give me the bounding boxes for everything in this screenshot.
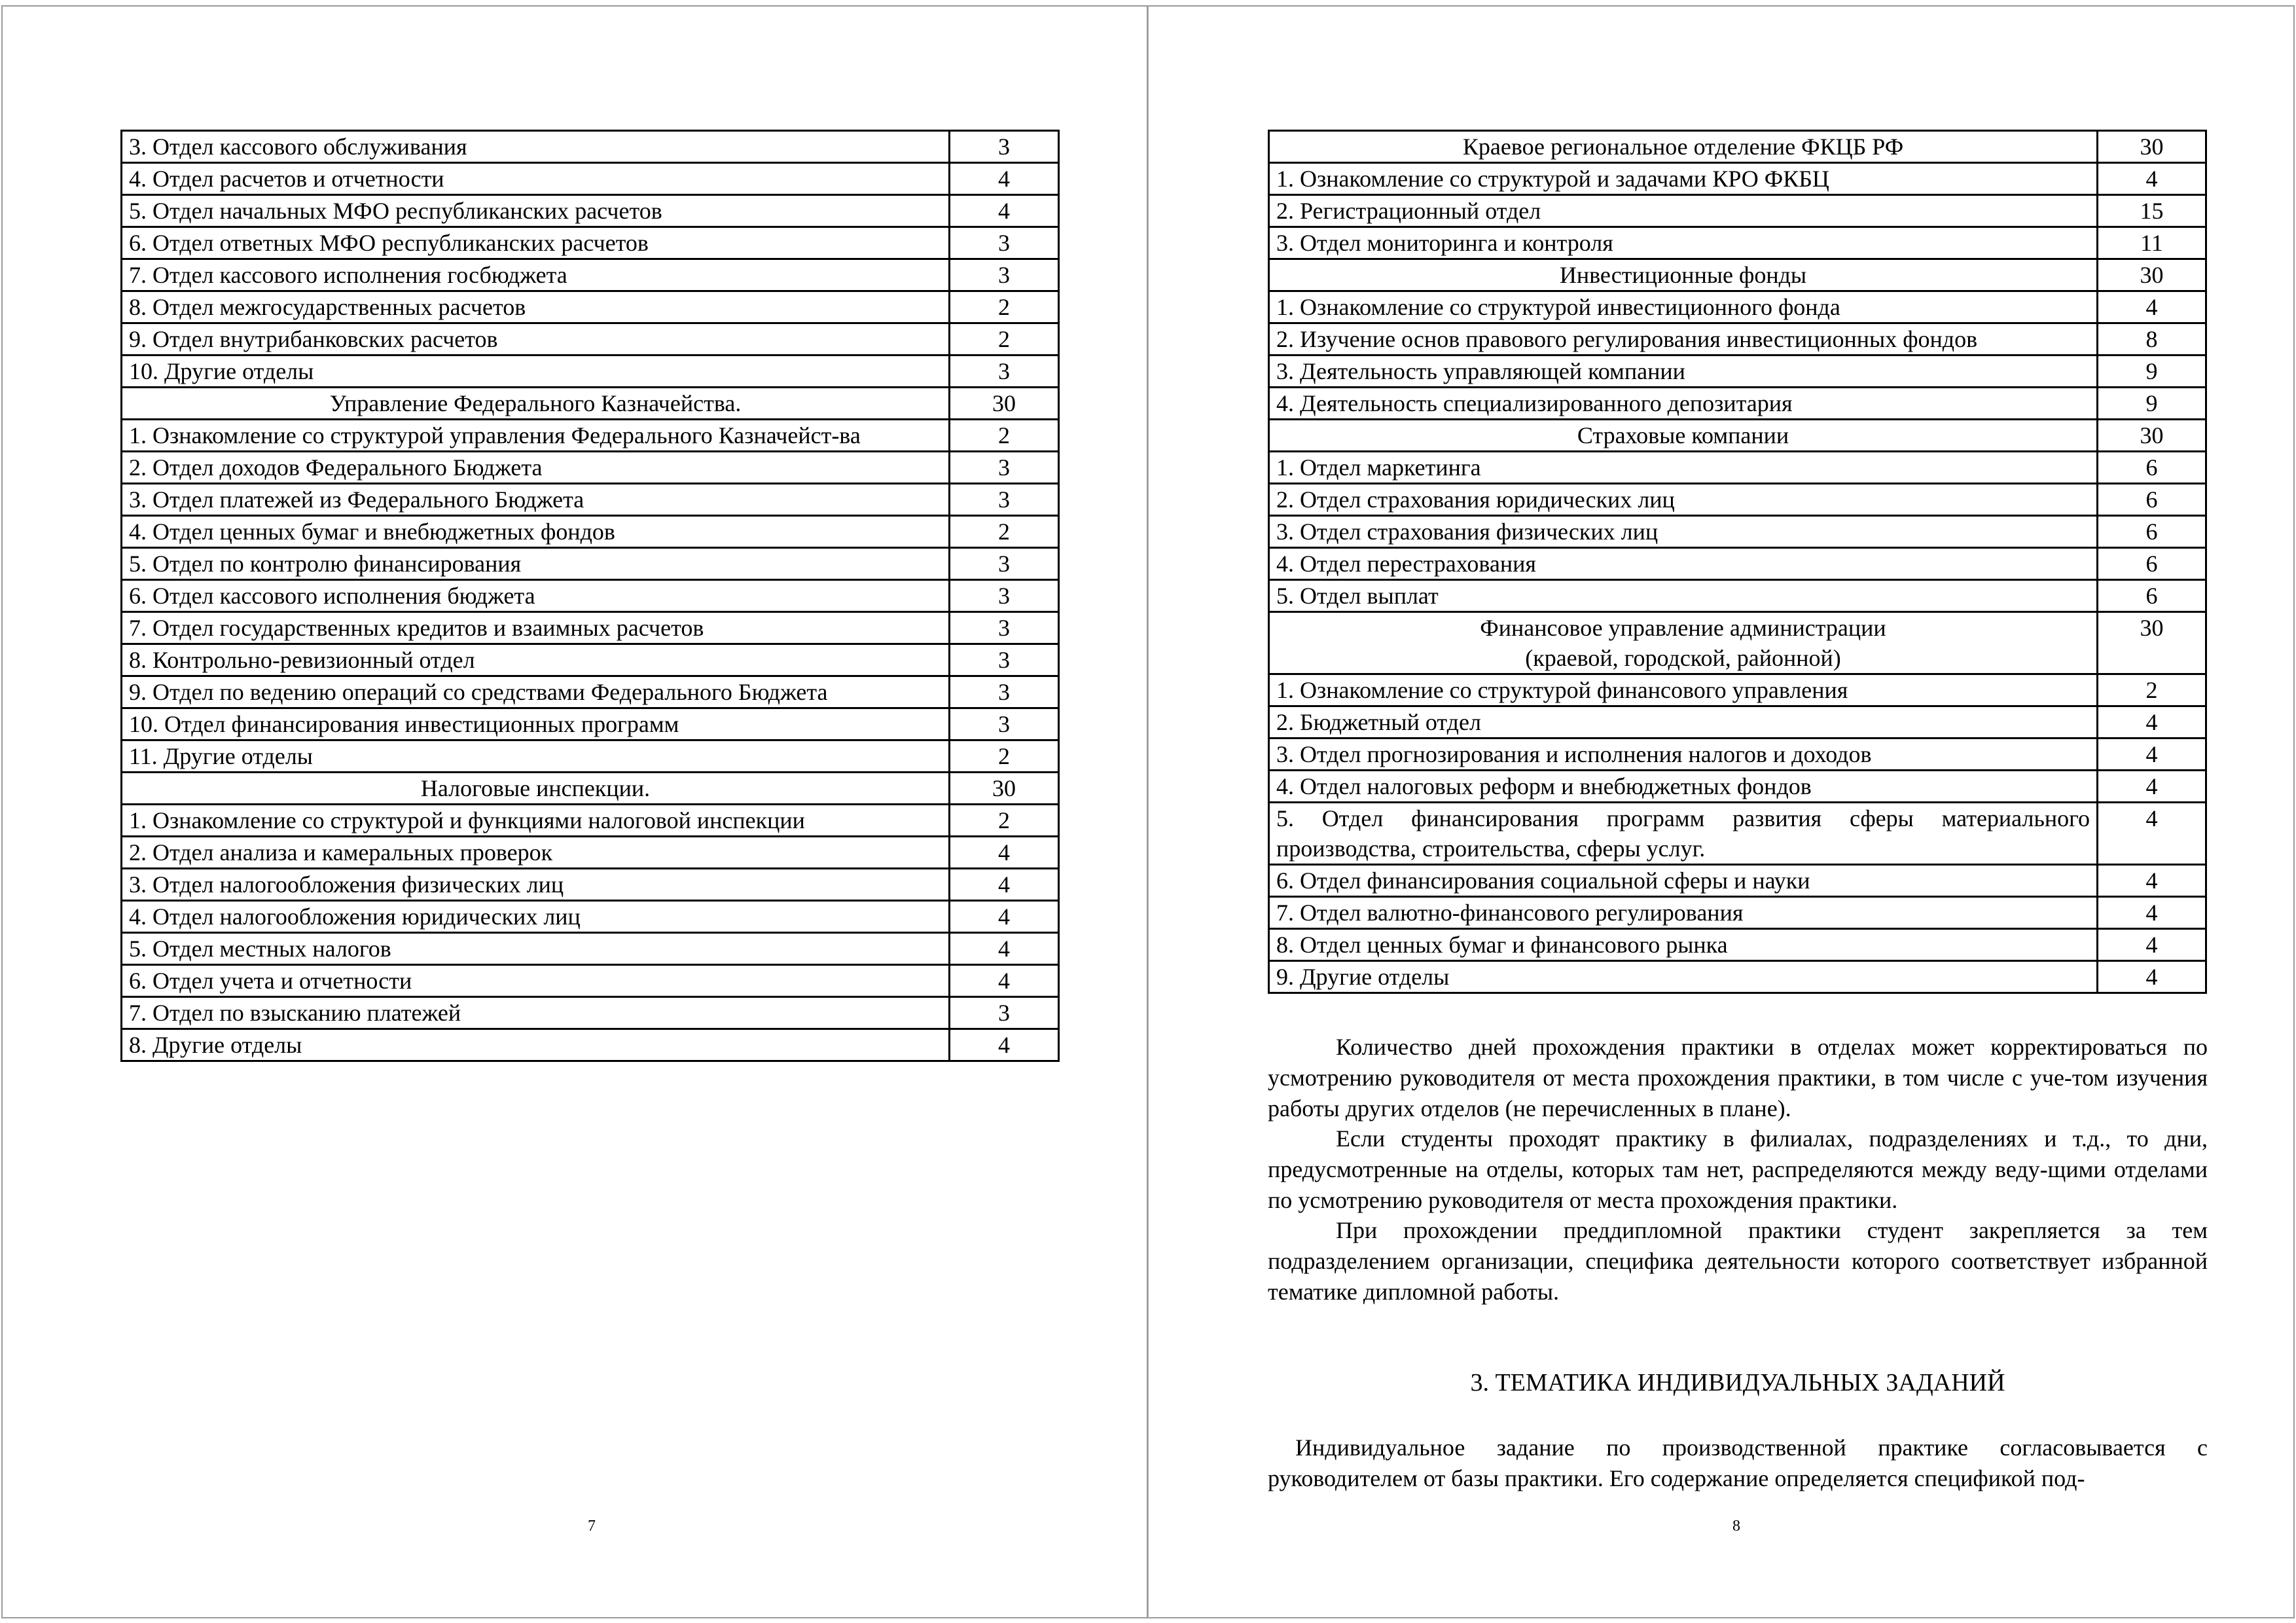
department-name-cell: Инвестиционные фонды bbox=[1269, 259, 2098, 291]
department-name-cell: 2. Отдел анализа и камеральных проверок bbox=[122, 837, 950, 869]
table-row bbox=[122, 452, 1059, 484]
department-name-line: Финансовое управление администрации bbox=[1480, 615, 1886, 641]
table-row bbox=[122, 740, 1059, 773]
days-cell: 4 bbox=[950, 869, 1059, 901]
table-row bbox=[122, 901, 1059, 933]
days-cell: 11 bbox=[2098, 227, 2206, 259]
department-name-cell: 2. Отдел доходов Федерального Бюджета bbox=[122, 452, 950, 484]
days-cell: 2 bbox=[950, 740, 1059, 773]
days-cell: 3 bbox=[950, 644, 1059, 676]
days-cell: 3 bbox=[950, 131, 1059, 163]
days-cell: 30 bbox=[950, 388, 1059, 420]
department-name-cell: 3. Отдел налогообложения физических лиц bbox=[122, 869, 950, 901]
department-name-cell: 9. Другие отделы bbox=[1269, 961, 2098, 993]
days-cell: 4 bbox=[2098, 803, 2206, 865]
department-name-cell: 5. Отдел местных налогов bbox=[122, 933, 950, 965]
table-row bbox=[1269, 771, 2206, 803]
department-name-cell: 8. Контрольно-ревизионный отдел bbox=[122, 644, 950, 676]
days-cell: 2 bbox=[950, 516, 1059, 548]
table-row bbox=[122, 965, 1059, 997]
days-cell: 3 bbox=[950, 612, 1059, 644]
table-row bbox=[1269, 163, 2206, 195]
section-title-individual-tasks: 3. ТЕМАТИКА ИНДИВИДУАЛЬНЫХ ЗАДАНИЙ bbox=[1470, 1369, 2005, 1396]
days-cell: 4 bbox=[2098, 291, 2206, 323]
department-name-cell: 4. Отдел расчетов и отчетности bbox=[122, 163, 950, 195]
days-cell: 4 bbox=[950, 1029, 1059, 1061]
department-name-cell: 6. Отдел кассового исполнения бюджета bbox=[122, 580, 950, 612]
days-cell: 4 bbox=[950, 837, 1059, 869]
days-cell: 2 bbox=[950, 323, 1059, 356]
table-row bbox=[1269, 706, 2206, 739]
department-name-cell: 1. Отдел маркетинга bbox=[1269, 452, 2098, 484]
table-row bbox=[122, 837, 1059, 869]
department-name-cell: 2. Отдел страхования юридических лиц bbox=[1269, 484, 2098, 516]
table-row bbox=[122, 997, 1059, 1029]
department-name-cell: 4. Деятельность специализированного депозитария bbox=[1269, 388, 2098, 420]
department-name-cell: 3. Отдел кассового обслуживания bbox=[122, 131, 950, 163]
table-row bbox=[1269, 548, 2206, 580]
table-row bbox=[1269, 897, 2206, 929]
table-row bbox=[122, 1029, 1059, 1061]
page-number-left: 7 bbox=[588, 1518, 596, 1535]
days-cell: 3 bbox=[950, 997, 1059, 1029]
table-row bbox=[122, 869, 1059, 901]
department-name-cell: Управление Федерального Казначейства. bbox=[122, 388, 950, 420]
days-cell: 3 bbox=[950, 484, 1059, 516]
paragraph-individual-task: Индивидуальное задание по производственной практике согласовывается с руководителем от базы практики. Его содержание определяется спецификой под- bbox=[1268, 1434, 2208, 1491]
table-row bbox=[122, 548, 1059, 580]
table-row bbox=[122, 612, 1059, 644]
department-name-cell: 1. Ознакомление со структурой и задачами КРО ФКБЦ bbox=[1269, 163, 2098, 195]
department-name-cell: 5. Отдел по контролю финансирования bbox=[122, 548, 950, 580]
department-name-cell: 2. Регистрационный отдел bbox=[1269, 195, 2098, 227]
department-name-cell: Краевое региональное отделение ФКЦБ РФ bbox=[1269, 131, 2098, 163]
table-row bbox=[1269, 291, 2206, 323]
department-name-cell: 2. Бюджетный отдел bbox=[1269, 706, 2098, 739]
department-name-cell: 6. Отдел финансирования социальной сферы и науки bbox=[1269, 865, 2098, 897]
days-cell: 4 bbox=[950, 901, 1059, 933]
days-cell: 30 bbox=[950, 773, 1059, 805]
days-cell: 9 bbox=[2098, 356, 2206, 388]
days-cell: 3 bbox=[950, 452, 1059, 484]
table-section-row bbox=[1269, 259, 2206, 291]
department-name-cell: 3. Деятельность управляющей компании bbox=[1269, 356, 2098, 388]
days-cell: 3 bbox=[950, 708, 1059, 740]
department-name-cell: 3. Отдел прогнозирования и исполнения налогов и доходов bbox=[1269, 739, 2098, 771]
days-cell: 6 bbox=[2098, 484, 2206, 516]
department-name-cell: 9. Отдел внутрибанковских расчетов bbox=[122, 323, 950, 356]
days-cell: 3 bbox=[950, 259, 1059, 291]
department-name-cell: 8. Отдел межгосударственных расчетов bbox=[122, 291, 950, 323]
department-name-cell: 5. Отдел начальных МФО республиканских расчетов bbox=[122, 195, 950, 227]
department-name-cell: 4. Отдел налогообложения юридических лиц bbox=[122, 901, 950, 933]
days-cell: 4 bbox=[2098, 929, 2206, 961]
table-section-row bbox=[122, 773, 1059, 805]
table-row bbox=[122, 195, 1059, 227]
table-row bbox=[1269, 865, 2206, 897]
table-row bbox=[122, 676, 1059, 708]
table-row bbox=[122, 933, 1059, 965]
left-table-body bbox=[122, 131, 1059, 1061]
paragraph-practice-days: Количество дней прохождения практики в отделах может корректироваться по усмотрению руководителя от места прохождения практики, в том числе с уче-том изучения работы других отделов (не перечисленных в плане). bbox=[1268, 1034, 2208, 1122]
department-name-cell: 7. Отдел государственных кредитов и взаимных расчетов bbox=[122, 612, 950, 644]
days-cell: 15 bbox=[2098, 195, 2206, 227]
days-cell: 3 bbox=[950, 548, 1059, 580]
days-cell: 2 bbox=[950, 805, 1059, 837]
days-cell: 3 bbox=[950, 580, 1059, 612]
table-row bbox=[1269, 739, 2206, 771]
department-name-cell: 7. Отдел по взысканию платежей bbox=[122, 997, 950, 1029]
table-row bbox=[1269, 356, 2206, 388]
department-name-line: (краевой, городской, районной) bbox=[1525, 645, 1841, 671]
days-cell: 4 bbox=[2098, 961, 2206, 993]
table-row bbox=[1269, 484, 2206, 516]
table-row bbox=[122, 516, 1059, 548]
paragraph-prediploma: При прохождении преддипломной практики студент закрепляется за тем подразделением организации, специфика деятельности которого соответствует избранной тематике дипломной работы. bbox=[1268, 1217, 2208, 1305]
department-name-cell: 11. Другие отделы bbox=[122, 740, 950, 773]
department-name-cell: Налоговые инспекции. bbox=[122, 773, 950, 805]
table-row bbox=[122, 644, 1059, 676]
table-row bbox=[1269, 227, 2206, 259]
department-name-cell: 5. Отдел выплат bbox=[1269, 580, 2098, 612]
table-row bbox=[122, 708, 1059, 740]
table-row bbox=[1269, 323, 2206, 356]
department-name-cell: 1. Ознакомление со структурой финансового управления bbox=[1269, 674, 2098, 706]
department-name-cell: 10. Отдел финансирования инвестиционных программ bbox=[122, 708, 950, 740]
table-row bbox=[122, 131, 1059, 163]
days-cell: 4 bbox=[2098, 706, 2206, 739]
days-cell: 6 bbox=[2098, 580, 2206, 612]
department-name-cell: Страховые компании bbox=[1269, 420, 2098, 452]
days-cell: 3 bbox=[950, 676, 1059, 708]
table-row bbox=[1269, 195, 2206, 227]
department-name-cell: 1. Ознакомление со структурой инвестиционного фонда bbox=[1269, 291, 2098, 323]
days-cell: 4 bbox=[950, 195, 1059, 227]
department-name-cell: 6. Отдел ответных МФО республиканских расчетов bbox=[122, 227, 950, 259]
days-cell: 30 bbox=[2098, 131, 2206, 163]
paragraph-branches: Если студенты проходят практику в филиалах, подразделениях и т.д., то дни, предусмотренные на отделы, которых там нет, распределяются между веду-щими отделами по усмотрению руководителя от места прохождения практики. bbox=[1268, 1125, 2208, 1213]
department-name-cell: 7. Отдел кассового исполнения госбюджета bbox=[122, 259, 950, 291]
table-row bbox=[122, 227, 1059, 259]
days-cell: 3 bbox=[950, 356, 1059, 388]
department-name-cell: 10. Другие отделы bbox=[122, 356, 950, 388]
page-number-right: 8 bbox=[1732, 1518, 1740, 1535]
days-cell: 4 bbox=[2098, 163, 2206, 195]
right-page bbox=[1148, 5, 2295, 1618]
table-row bbox=[1269, 388, 2206, 420]
days-cell: 2 bbox=[950, 291, 1059, 323]
table-section-row bbox=[1269, 131, 2206, 163]
department-name-cell: 7. Отдел валютно-финансового регулирования bbox=[1269, 897, 2098, 929]
department-name-cell: 3. Отдел страхования физических лиц bbox=[1269, 516, 2098, 548]
table-row bbox=[122, 420, 1059, 452]
table-row bbox=[122, 259, 1059, 291]
department-name-cell: 4. Отдел налоговых реформ и внебюджетных фондов bbox=[1269, 771, 2098, 803]
table-row bbox=[122, 805, 1059, 837]
days-cell: 30 bbox=[2098, 612, 2206, 674]
table-row bbox=[1269, 516, 2206, 548]
department-name-cell: 5. Отдел финансирования программ развития сферы материального производства, строительства, сферы услуг. bbox=[1269, 803, 2098, 865]
department-name-cell: 4. Отдел перестрахования bbox=[1269, 548, 2098, 580]
table-row bbox=[122, 356, 1059, 388]
department-name-cell: 6. Отдел учета и отчетности bbox=[122, 965, 950, 997]
table-row bbox=[122, 323, 1059, 356]
days-cell: 2 bbox=[2098, 674, 2206, 706]
days-cell: 4 bbox=[950, 965, 1059, 997]
days-cell: 3 bbox=[950, 227, 1059, 259]
table-row bbox=[1269, 961, 2206, 993]
department-name-cell: 9. Отдел по ведению операций со средствами Федерального Бюджета bbox=[122, 676, 950, 708]
days-cell: 4 bbox=[2098, 897, 2206, 929]
table-section-row bbox=[122, 388, 1059, 420]
days-cell: 6 bbox=[2098, 548, 2206, 580]
left-page bbox=[1, 5, 1148, 1618]
table-row bbox=[1269, 803, 2206, 865]
department-name-cell bbox=[1269, 612, 2098, 674]
days-cell: 30 bbox=[2098, 259, 2206, 291]
table-row bbox=[122, 291, 1059, 323]
days-cell: 4 bbox=[2098, 739, 2206, 771]
table-row bbox=[122, 484, 1059, 516]
days-cell: 8 bbox=[2098, 323, 2206, 356]
days-cell: 9 bbox=[2098, 388, 2206, 420]
days-cell: 6 bbox=[2098, 516, 2206, 548]
days-cell: 6 bbox=[2098, 452, 2206, 484]
department-name-cell: 3. Отдел платежей из Федерального Бюджета bbox=[122, 484, 950, 516]
department-name-cell: 8. Другие отделы bbox=[122, 1029, 950, 1061]
department-name-cell: 3. Отдел мониторинга и контроля bbox=[1269, 227, 2098, 259]
department-name-cell: 2. Изучение основ правового регулирования инвестиционных фондов bbox=[1269, 323, 2098, 356]
days-cell: 30 bbox=[2098, 420, 2206, 452]
department-name-cell: 1. Ознакомление со структурой управления Федерального Казначейст-ва bbox=[122, 420, 950, 452]
table-row bbox=[1269, 452, 2206, 484]
right-practice-plan-table bbox=[1268, 130, 2207, 994]
days-cell: 4 bbox=[950, 163, 1059, 195]
table-row bbox=[122, 163, 1059, 195]
department-name-cell: 1. Ознакомление со структурой и функциями налоговой инспекции bbox=[122, 805, 950, 837]
left-practice-plan-table bbox=[120, 130, 1060, 1062]
days-cell: 4 bbox=[2098, 865, 2206, 897]
department-name-cell: 8. Отдел ценных бумаг и финансового рынка bbox=[1269, 929, 2098, 961]
days-cell: 4 bbox=[2098, 771, 2206, 803]
table-section-row bbox=[1269, 420, 2206, 452]
table-section-row bbox=[1269, 612, 2206, 674]
right-table-body bbox=[1269, 131, 2206, 993]
days-cell: 4 bbox=[950, 933, 1059, 965]
table-row bbox=[1269, 674, 2206, 706]
table-row bbox=[1269, 580, 2206, 612]
table-row bbox=[122, 580, 1059, 612]
table-row bbox=[1269, 929, 2206, 961]
department-name-cell: 4. Отдел ценных бумаг и внебюджетных фондов bbox=[122, 516, 950, 548]
days-cell: 2 bbox=[950, 420, 1059, 452]
